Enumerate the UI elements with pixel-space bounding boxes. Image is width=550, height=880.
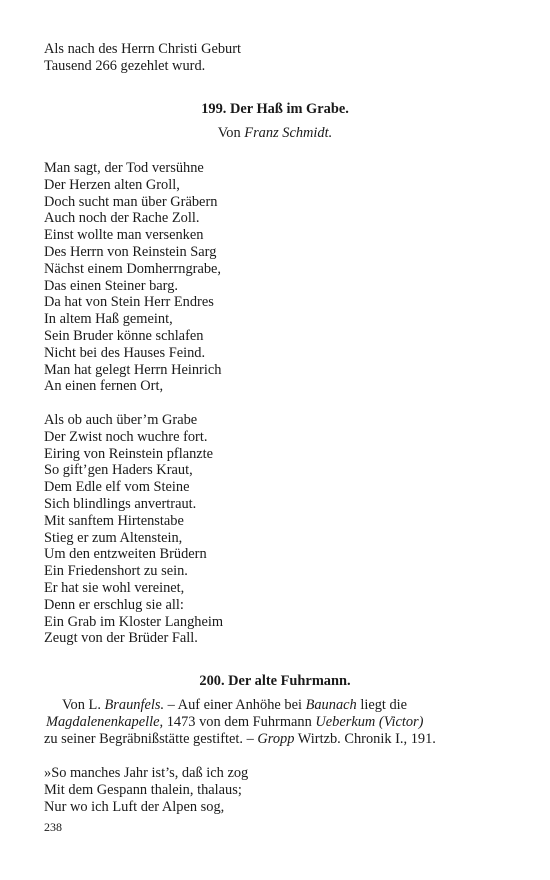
verse-line: Um den entzweiten Brüdern xyxy=(44,546,207,563)
verse-line: Einst wollte man versenken xyxy=(44,227,204,244)
note-chapel: Magdalenenkapelle, xyxy=(46,713,164,730)
verse-line: Auch noch der Rache Zoll. xyxy=(44,210,200,227)
byline-prefix: Von xyxy=(217,125,245,141)
verse-line: »So manches Jahr ist’s, daß ich zog xyxy=(44,765,249,781)
verse-line: An einen fernen Ort, xyxy=(44,378,164,395)
verse-line: Stieg er zum Altenstein, xyxy=(44,529,183,546)
note-text: 1473 von dem Fuhrmann xyxy=(163,713,316,730)
note-text: liegt die xyxy=(356,697,408,713)
verse-line: Ein Grab im Kloster Langheim xyxy=(44,613,224,630)
verse-line: So gift’gen Haders Kraut, xyxy=(44,462,193,479)
note-text: zu seiner Begräbnißstätte gestiftet. – xyxy=(44,730,258,747)
verse-line: Der Zwist noch wuchre fort. xyxy=(44,428,208,445)
verse-line: Des Herrn von Reinstein Sarg xyxy=(44,243,217,260)
poem-200-title: 200. Der alte Fuhrmann. xyxy=(199,673,351,689)
poem-199-stanza-2 xyxy=(44,412,514,647)
verse-line: Man hat gelegt Herrn Heinrich xyxy=(44,361,222,378)
note-text: Von L. xyxy=(62,697,105,713)
verse-line: Der Herzen alten Groll, xyxy=(44,176,180,193)
note-text: Wirtzb. Chronik I., 191. xyxy=(294,730,436,747)
note-line xyxy=(44,697,514,714)
poem-199-byline xyxy=(0,124,550,142)
note-source: Gropp xyxy=(257,730,295,747)
verse-line: Sein Bruder könne schlafen xyxy=(44,327,204,344)
verse-line: Als ob auch über’m Grabe xyxy=(44,412,198,428)
author-name: Franz Schmidt. xyxy=(244,125,333,141)
note-text: – Auf einer Anhöhe bei xyxy=(164,697,306,713)
verse-line: Als nach des Herrn Christi Geburt xyxy=(44,41,242,57)
verse-line: Man sagt, der Tod versühne xyxy=(44,160,204,176)
note-place: Baunach xyxy=(305,697,357,713)
poem-199-title: 199. Der Haß im Grabe. xyxy=(201,101,349,117)
note-name: Ueberkum (Victor) xyxy=(315,713,424,730)
verse-line: Nächst einem Domherrngrabe, xyxy=(44,260,222,277)
verse-line: Tausend 266 gezehlet wurd. xyxy=(44,57,206,74)
verse-line: Eiring von Reinstein pflanzte xyxy=(44,445,214,462)
poem-200-note xyxy=(44,697,514,747)
poem-200-stanza-1 xyxy=(44,765,514,815)
verse-line: Sich blindlings anvertraut. xyxy=(44,495,197,512)
note-line xyxy=(44,714,514,731)
verse-line: Dem Edle elf vom Steine xyxy=(44,479,190,496)
note-line xyxy=(44,731,514,748)
verse-line: Ein Friedenshort zu sein. xyxy=(44,563,188,580)
note-author: Braunfels. xyxy=(104,697,165,713)
verse-line: Er hat sie wohl vereinet, xyxy=(44,579,185,596)
verse-line: Nicht bei des Hauses Feind. xyxy=(44,344,206,361)
poem-199-stanza-1 xyxy=(44,160,514,395)
verse-line: In altem Haß gemeint, xyxy=(44,311,173,328)
verse-line: Zeugt von der Brüder Fall. xyxy=(44,630,198,647)
verse-line: Doch sucht man über Gräbern xyxy=(44,193,218,210)
verse-line: Mit dem Gespann thalein, thalaus; xyxy=(44,781,242,798)
verse-line: Das einen Steiner barg. xyxy=(44,277,179,294)
verse-line: Nur wo ich Luft der Alpen sog, xyxy=(44,798,225,815)
verse-line: Denn er erschlug sie all: xyxy=(44,596,184,613)
verse-line: Da hat von Stein Herr Endres xyxy=(44,294,214,311)
verse-line: Mit sanftem Hirtenstabe xyxy=(44,512,184,529)
intro-verse xyxy=(44,41,514,75)
page-number: 238 xyxy=(44,820,62,834)
